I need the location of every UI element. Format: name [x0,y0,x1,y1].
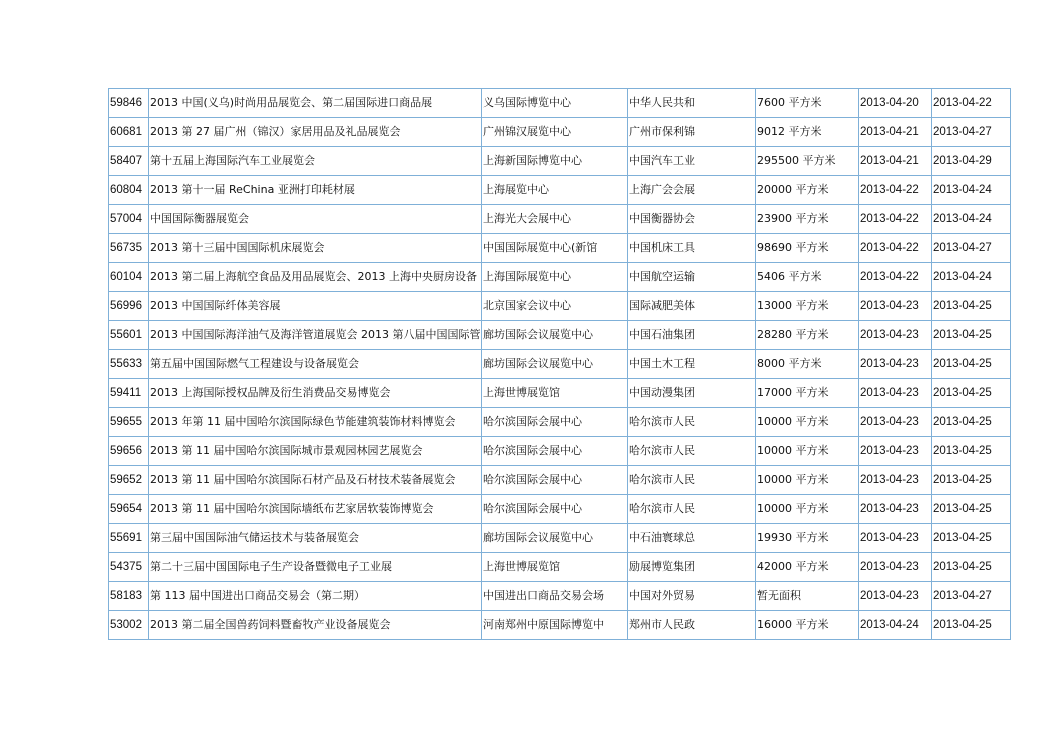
cell-id: 53002 [109,611,149,640]
table-row [109,292,1011,321]
cell-area: 98690 平方米 [756,234,859,263]
cell-end-date: 2013-04-25 [932,553,1011,582]
cell-id: 55633 [109,350,149,379]
table-row [109,466,1011,495]
cell-end-date: 2013-04-27 [932,582,1011,611]
table-row [109,582,1011,611]
table-body [109,89,1011,640]
cell-exhibition-name: 中国国际衡器展览会 [149,205,482,234]
table-row [109,205,1011,234]
cell-organizer: 中国航空运输 [628,263,756,292]
table-row [109,234,1011,263]
cell-area: 19930 平方米 [756,524,859,553]
table-row [109,176,1011,205]
cell-start-date: 2013-04-23 [859,524,932,553]
cell-exhibition-name: 2013 中国国际纤体美容展 [149,292,482,321]
cell-venue: 义乌国际博览中心 [482,89,628,118]
cell-end-date: 2013-04-22 [932,89,1011,118]
cell-end-date: 2013-04-25 [932,379,1011,408]
cell-exhibition-name: 2013 第 11 届中国哈尔滨国际石材产品及石材技术装备展览会 [149,466,482,495]
cell-id: 59655 [109,408,149,437]
table-row [109,147,1011,176]
cell-start-date: 2013-04-23 [859,350,932,379]
cell-venue: 河南郑州中原国际博览中 [482,611,628,640]
cell-id: 60804 [109,176,149,205]
cell-organizer: 中国机床工具 [628,234,756,263]
cell-exhibition-name: 第五届中国国际燃气工程建设与设备展览会 [149,350,482,379]
cell-end-date: 2013-04-24 [932,176,1011,205]
cell-exhibition-name: 2013 上海国际授权品牌及衍生消费品交易博览会 [149,379,482,408]
cell-area: 10000 平方米 [756,466,859,495]
cell-exhibition-name: 第二十三届中国国际电子生产设备暨微电子工业展 [149,553,482,582]
cell-area: 5406 平方米 [756,263,859,292]
cell-area: 10000 平方米 [756,408,859,437]
cell-area: 295500 平方米 [756,147,859,176]
cell-venue: 上海世博展览馆 [482,379,628,408]
cell-exhibition-name: 2013 第十一届 ReChina 亚洲打印耗材展 [149,176,482,205]
cell-venue: 哈尔滨国际会展中心 [482,408,628,437]
table-row [109,495,1011,524]
cell-id: 59654 [109,495,149,524]
cell-organizer: 中国土木工程 [628,350,756,379]
cell-venue: 上海光大会展中心 [482,205,628,234]
cell-exhibition-name: 第十五届上海国际汽车工业展览会 [149,147,482,176]
cell-start-date: 2013-04-24 [859,611,932,640]
table-row [109,408,1011,437]
cell-id: 57004 [109,205,149,234]
cell-id: 55601 [109,321,149,350]
cell-organizer: 上海广会会展 [628,176,756,205]
cell-organizer: 中国石油集团 [628,321,756,350]
cell-venue: 上海世博展览馆 [482,553,628,582]
cell-end-date: 2013-04-27 [932,234,1011,263]
table-row [109,379,1011,408]
cell-id: 59652 [109,466,149,495]
cell-end-date: 2013-04-25 [932,350,1011,379]
cell-end-date: 2013-04-25 [932,495,1011,524]
cell-end-date: 2013-04-25 [932,292,1011,321]
cell-id: 55691 [109,524,149,553]
cell-id: 54375 [109,553,149,582]
cell-venue: 哈尔滨国际会展中心 [482,466,628,495]
cell-area: 9012 平方米 [756,118,859,147]
cell-organizer: 中石油寰球总 [628,524,756,553]
cell-end-date: 2013-04-24 [932,263,1011,292]
cell-organizer: 哈尔滨市人民 [628,466,756,495]
cell-organizer: 励展博览集团 [628,553,756,582]
cell-area: 28280 平方米 [756,321,859,350]
cell-organizer: 哈尔滨市人民 [628,437,756,466]
cell-exhibition-name: 2013 年第 11 届中国哈尔滨国际绿色节能建筑装饰材料博览会 [149,408,482,437]
cell-end-date: 2013-04-25 [932,524,1011,553]
cell-organizer: 哈尔滨市人民 [628,408,756,437]
cell-venue: 哈尔滨国际会展中心 [482,437,628,466]
table-row [109,321,1011,350]
cell-id: 58183 [109,582,149,611]
cell-start-date: 2013-04-22 [859,205,932,234]
cell-start-date: 2013-04-23 [859,379,932,408]
cell-start-date: 2013-04-23 [859,408,932,437]
cell-organizer: 中国对外贸易 [628,582,756,611]
cell-venue: 廊坊国际会议展览中心 [482,524,628,553]
cell-exhibition-name: 2013 第 11 届中国哈尔滨国际墙纸布艺家居软装饰博览会 [149,495,482,524]
cell-start-date: 2013-04-20 [859,89,932,118]
cell-area: 23900 平方米 [756,205,859,234]
cell-start-date: 2013-04-23 [859,466,932,495]
cell-id: 60104 [109,263,149,292]
cell-id: 56996 [109,292,149,321]
cell-exhibition-name: 2013 第十三届中国国际机床展览会 [149,234,482,263]
cell-start-date: 2013-04-22 [859,176,932,205]
cell-area: 17000 平方米 [756,379,859,408]
cell-venue: 广州锦汉展览中心 [482,118,628,147]
cell-exhibition-name: 2013 中国(义乌)时尚用品展览会、第二届国际进口商品展 [149,89,482,118]
cell-exhibition-name: 2013 第二届上海航空食品及用品展览会、2013 上海中央厨房设备 [149,263,482,292]
table-row [109,524,1011,553]
cell-exhibition-name: 2013 第二届全国兽药饲料暨畜牧产业设备展览会 [149,611,482,640]
cell-exhibition-name: 第三届中国国际油气储运技术与装备展览会 [149,524,482,553]
cell-venue: 哈尔滨国际会展中心 [482,495,628,524]
cell-end-date: 2013-04-25 [932,611,1011,640]
cell-area: 13000 平方米 [756,292,859,321]
table-row [109,553,1011,582]
cell-id: 59656 [109,437,149,466]
cell-start-date: 2013-04-22 [859,234,932,263]
cell-organizer: 中华人民共和 [628,89,756,118]
cell-exhibition-name: 2013 第 27 届广州（锦汉）家居用品及礼品展览会 [149,118,482,147]
cell-start-date: 2013-04-23 [859,437,932,466]
cell-organizer: 郑州市人民政 [628,611,756,640]
cell-area: 16000 平方米 [756,611,859,640]
cell-end-date: 2013-04-25 [932,437,1011,466]
cell-end-date: 2013-04-25 [932,466,1011,495]
table-row [109,350,1011,379]
cell-area: 42000 平方米 [756,553,859,582]
cell-organizer: 中国衡器协会 [628,205,756,234]
cell-end-date: 2013-04-27 [932,118,1011,147]
cell-id: 59846 [109,89,149,118]
cell-area: 暂无面积 [756,582,859,611]
cell-organizer: 哈尔滨市人民 [628,495,756,524]
cell-venue: 上海国际展览中心 [482,263,628,292]
cell-start-date: 2013-04-21 [859,118,932,147]
cell-venue: 中国国际展览中心(新馆 [482,234,628,263]
cell-exhibition-name: 第 113 届中国进出口商品交易会（第二期） [149,582,482,611]
cell-organizer: 中国汽车工业 [628,147,756,176]
cell-venue: 廊坊国际会议展览中心 [482,350,628,379]
cell-area: 20000 平方米 [756,176,859,205]
cell-venue: 上海新国际博览中心 [482,147,628,176]
cell-start-date: 2013-04-23 [859,582,932,611]
cell-area: 8000 平方米 [756,350,859,379]
cell-start-date: 2013-04-22 [859,263,932,292]
cell-organizer: 广州市保利锦 [628,118,756,147]
cell-id: 60681 [109,118,149,147]
cell-end-date: 2013-04-24 [932,205,1011,234]
table-row [109,118,1011,147]
cell-id: 56735 [109,234,149,263]
cell-venue: 廊坊国际会议展览中心 [482,321,628,350]
cell-start-date: 2013-04-23 [859,292,932,321]
cell-exhibition-name: 2013 第 11 届中国哈尔滨国际城市景观园林园艺展览会 [149,437,482,466]
cell-start-date: 2013-04-21 [859,147,932,176]
table-row [109,263,1011,292]
cell-area: 10000 平方米 [756,495,859,524]
table-row [109,89,1011,118]
cell-id: 59411 [109,379,149,408]
cell-end-date: 2013-04-25 [932,408,1011,437]
table-row [109,437,1011,466]
cell-id: 58407 [109,147,149,176]
cell-end-date: 2013-04-29 [932,147,1011,176]
cell-organizer: 中国动漫集团 [628,379,756,408]
cell-area: 7600 平方米 [756,89,859,118]
cell-start-date: 2013-04-23 [859,495,932,524]
cell-venue: 上海展览中心 [482,176,628,205]
table-row [109,611,1011,640]
cell-venue: 中国进出口商品交易会场 [482,582,628,611]
cell-end-date: 2013-04-25 [932,321,1011,350]
cell-organizer: 国际减肥美体 [628,292,756,321]
cell-area: 10000 平方米 [756,437,859,466]
cell-venue: 北京国家会议中心 [482,292,628,321]
cell-exhibition-name: 2013 中国国际海洋油气及海洋管道展览会 2013 第八届中国国际管 [149,321,482,350]
cell-start-date: 2013-04-23 [859,553,932,582]
exhibition-table [108,88,1011,640]
cell-start-date: 2013-04-23 [859,321,932,350]
